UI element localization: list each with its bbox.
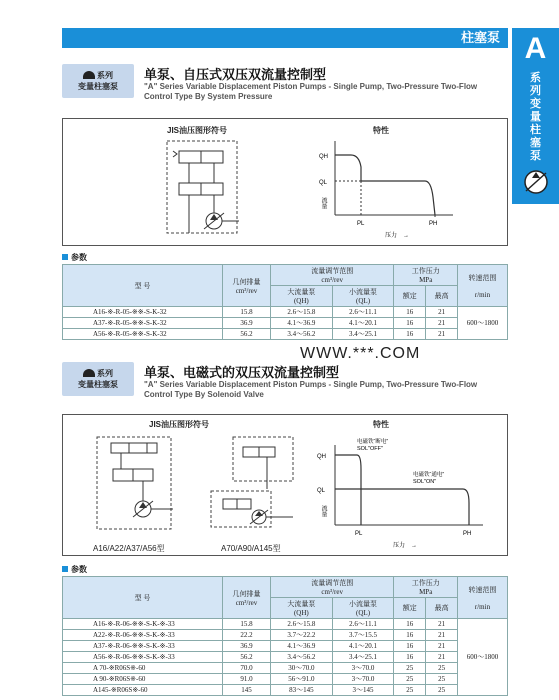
th-max: 最高: [426, 598, 458, 619]
flow-axis-label: 流量: [320, 505, 326, 517]
th-flow-range: 流量调节范围 cm³/rev: [271, 265, 394, 286]
ql-label: QL: [319, 180, 328, 186]
schematic-caption-b: A70/A90/A145型: [221, 544, 281, 553]
th-model: 型 号: [63, 265, 223, 307]
th-pressure: 工作压力 MPa: [394, 265, 458, 286]
th-speed: 转速范围 r/min: [458, 265, 508, 307]
section-1-subtitle: "A" Series Variable Displacement Piston Pumps - Single Pump, Two-Pressure Two-Flow Control Type By System Pressure: [144, 82, 478, 101]
characteristic-label: 特性: [373, 126, 389, 135]
speed-cell: 600～1800: [458, 619, 508, 696]
th-rated: 额定: [394, 598, 426, 619]
jis-symbol-label: JIS油压图形符号: [167, 126, 228, 135]
side-tab-text: 系列变量柱塞泵: [530, 72, 541, 162]
table-row: A16-※-R-06-※※-S-K-※-33 15.8 2.6～15.8 2.6～11.1 16 21 600～1800: [63, 619, 508, 630]
svg-text:→: →: [411, 543, 417, 549]
table-row: A 90-※R06S※-60 91.0 56～91.0 3～70.0 25 25: [63, 674, 508, 685]
jis-symbol-label: JIS油压图形符号: [149, 420, 210, 429]
hydraulic-schematic-1: [159, 137, 249, 243]
th-qh: 大流量泵 (QH): [271, 286, 333, 307]
th-qh: 大流量泵 (QH): [271, 598, 333, 619]
th-ql: 小流量泵 (QL): [332, 598, 394, 619]
table-row: A37-※-R-06-※※-S-K-※-33 36.9 4.1～36.9 4.1～20.1 16 21: [63, 641, 508, 652]
pressure-axis-label: 压力: [385, 233, 398, 239]
th-speed: 转速范围 r/min: [458, 577, 508, 619]
table-row: A145-※R06S※-60 145 83～145 3～145 25 25: [63, 685, 508, 696]
params-1-heading: 参数: [62, 252, 87, 263]
watermark: WWW.***.COM: [300, 345, 421, 362]
table-row: A37-※-R-05-※※-S-K-32 36.9 4.1～36.9 4.1～20.1 16 21: [63, 318, 508, 329]
sol-on-label: 电磁铁“通电”: [413, 472, 445, 478]
th-flow-range: 流量调节范围 cm³/rev: [271, 577, 394, 598]
th-disp: 几何排量 cm³/rev: [223, 265, 271, 307]
catalog-header-bar: [62, 28, 508, 48]
sol-off-label: 电磁铁“断电”: [357, 439, 389, 445]
pump-symbol-icon: [523, 169, 549, 195]
table-row: A22-※-R-06-※※-S-K-※-33 22.2 3.7～22.2 3.7～15.5 16 21: [63, 630, 508, 641]
series-badge: 系列 变量柱塞泵: [62, 362, 134, 396]
pressure-axis-label: 压力: [393, 543, 406, 549]
table-row: A56-※-R-05-※※-S-K-32 56.2 3.4～56.2 3.4～25.1 16 21: [63, 329, 508, 340]
hydraulic-schematic-2a: [91, 429, 181, 537]
spec-table-2: [62, 576, 508, 696]
ph-label: PH: [463, 531, 472, 537]
characteristic-chart-2: [313, 429, 503, 553]
params-2-heading: 参数: [62, 564, 87, 575]
bullet-square-icon: [62, 566, 68, 572]
spec-table-1: [62, 264, 508, 340]
th-max: 最高: [426, 286, 458, 307]
bullet-square-icon: [62, 254, 68, 260]
svg-text:→: →: [403, 233, 409, 239]
th-disp: 几何排量 cm³/rev: [223, 577, 271, 619]
section-1-diagram-box: [62, 118, 508, 246]
section-2-title: 单泵、电磁式的双压双流量控制型: [144, 365, 340, 380]
pl-label: PL: [357, 221, 365, 227]
speed-cell: 600～1800: [458, 307, 508, 340]
qh-label: QH: [317, 454, 326, 460]
schematic-caption-a: A16/A22/A37/A56型: [93, 544, 165, 553]
characteristic-chart-1: [313, 137, 473, 243]
section-1-title: 单泵、自压式双压双流量控制型: [144, 67, 327, 82]
th-rated: 额定: [394, 286, 426, 307]
flow-axis-label: 流量: [320, 197, 326, 209]
header-title: 柱塞泵: [460, 30, 500, 45]
side-tab: [512, 28, 559, 204]
table-row: A56-※-R-06-※※-S-K-※-33 56.2 3.4～56.2 3.4～25.1 16 21: [63, 652, 508, 663]
qh-label: QH: [319, 154, 328, 160]
section-2-diagram-box: [62, 414, 508, 556]
ph-label: PH: [429, 221, 438, 227]
characteristic-label: 特性: [373, 420, 389, 429]
sol-off-en: SOL"OFF": [357, 446, 383, 452]
brand-logo-icon: [83, 71, 95, 79]
side-tab-letter: A: [524, 32, 547, 65]
th-pressure: 工作压力 MPa: [394, 577, 458, 598]
ql-label: QL: [317, 488, 326, 494]
pl-label: PL: [355, 531, 363, 537]
table-row: A 70-※R06S※-60 70.0 30～70.0 3～70.0 25 25: [63, 663, 508, 674]
th-ql: 小流量泵 (QL): [332, 286, 394, 307]
series-badge: 系列 变量柱塞泵: [62, 64, 134, 98]
hydraulic-schematic-2b: [203, 429, 299, 537]
table-row: A16-※-R-05-※※-S-K-32 15.8 2.6～15.8 2.6～11.1 16 21 600～1800: [63, 307, 508, 318]
th-model: 型 号: [63, 577, 223, 619]
section-2-subtitle: "A" Series Variable Displacement Piston Pumps - Single Pump, Two-Pressure Two-Flow Control Type By Solenoid Valve: [144, 380, 478, 399]
brand-logo-icon: [83, 369, 95, 377]
sol-on-en: SOL"ON": [413, 479, 437, 485]
